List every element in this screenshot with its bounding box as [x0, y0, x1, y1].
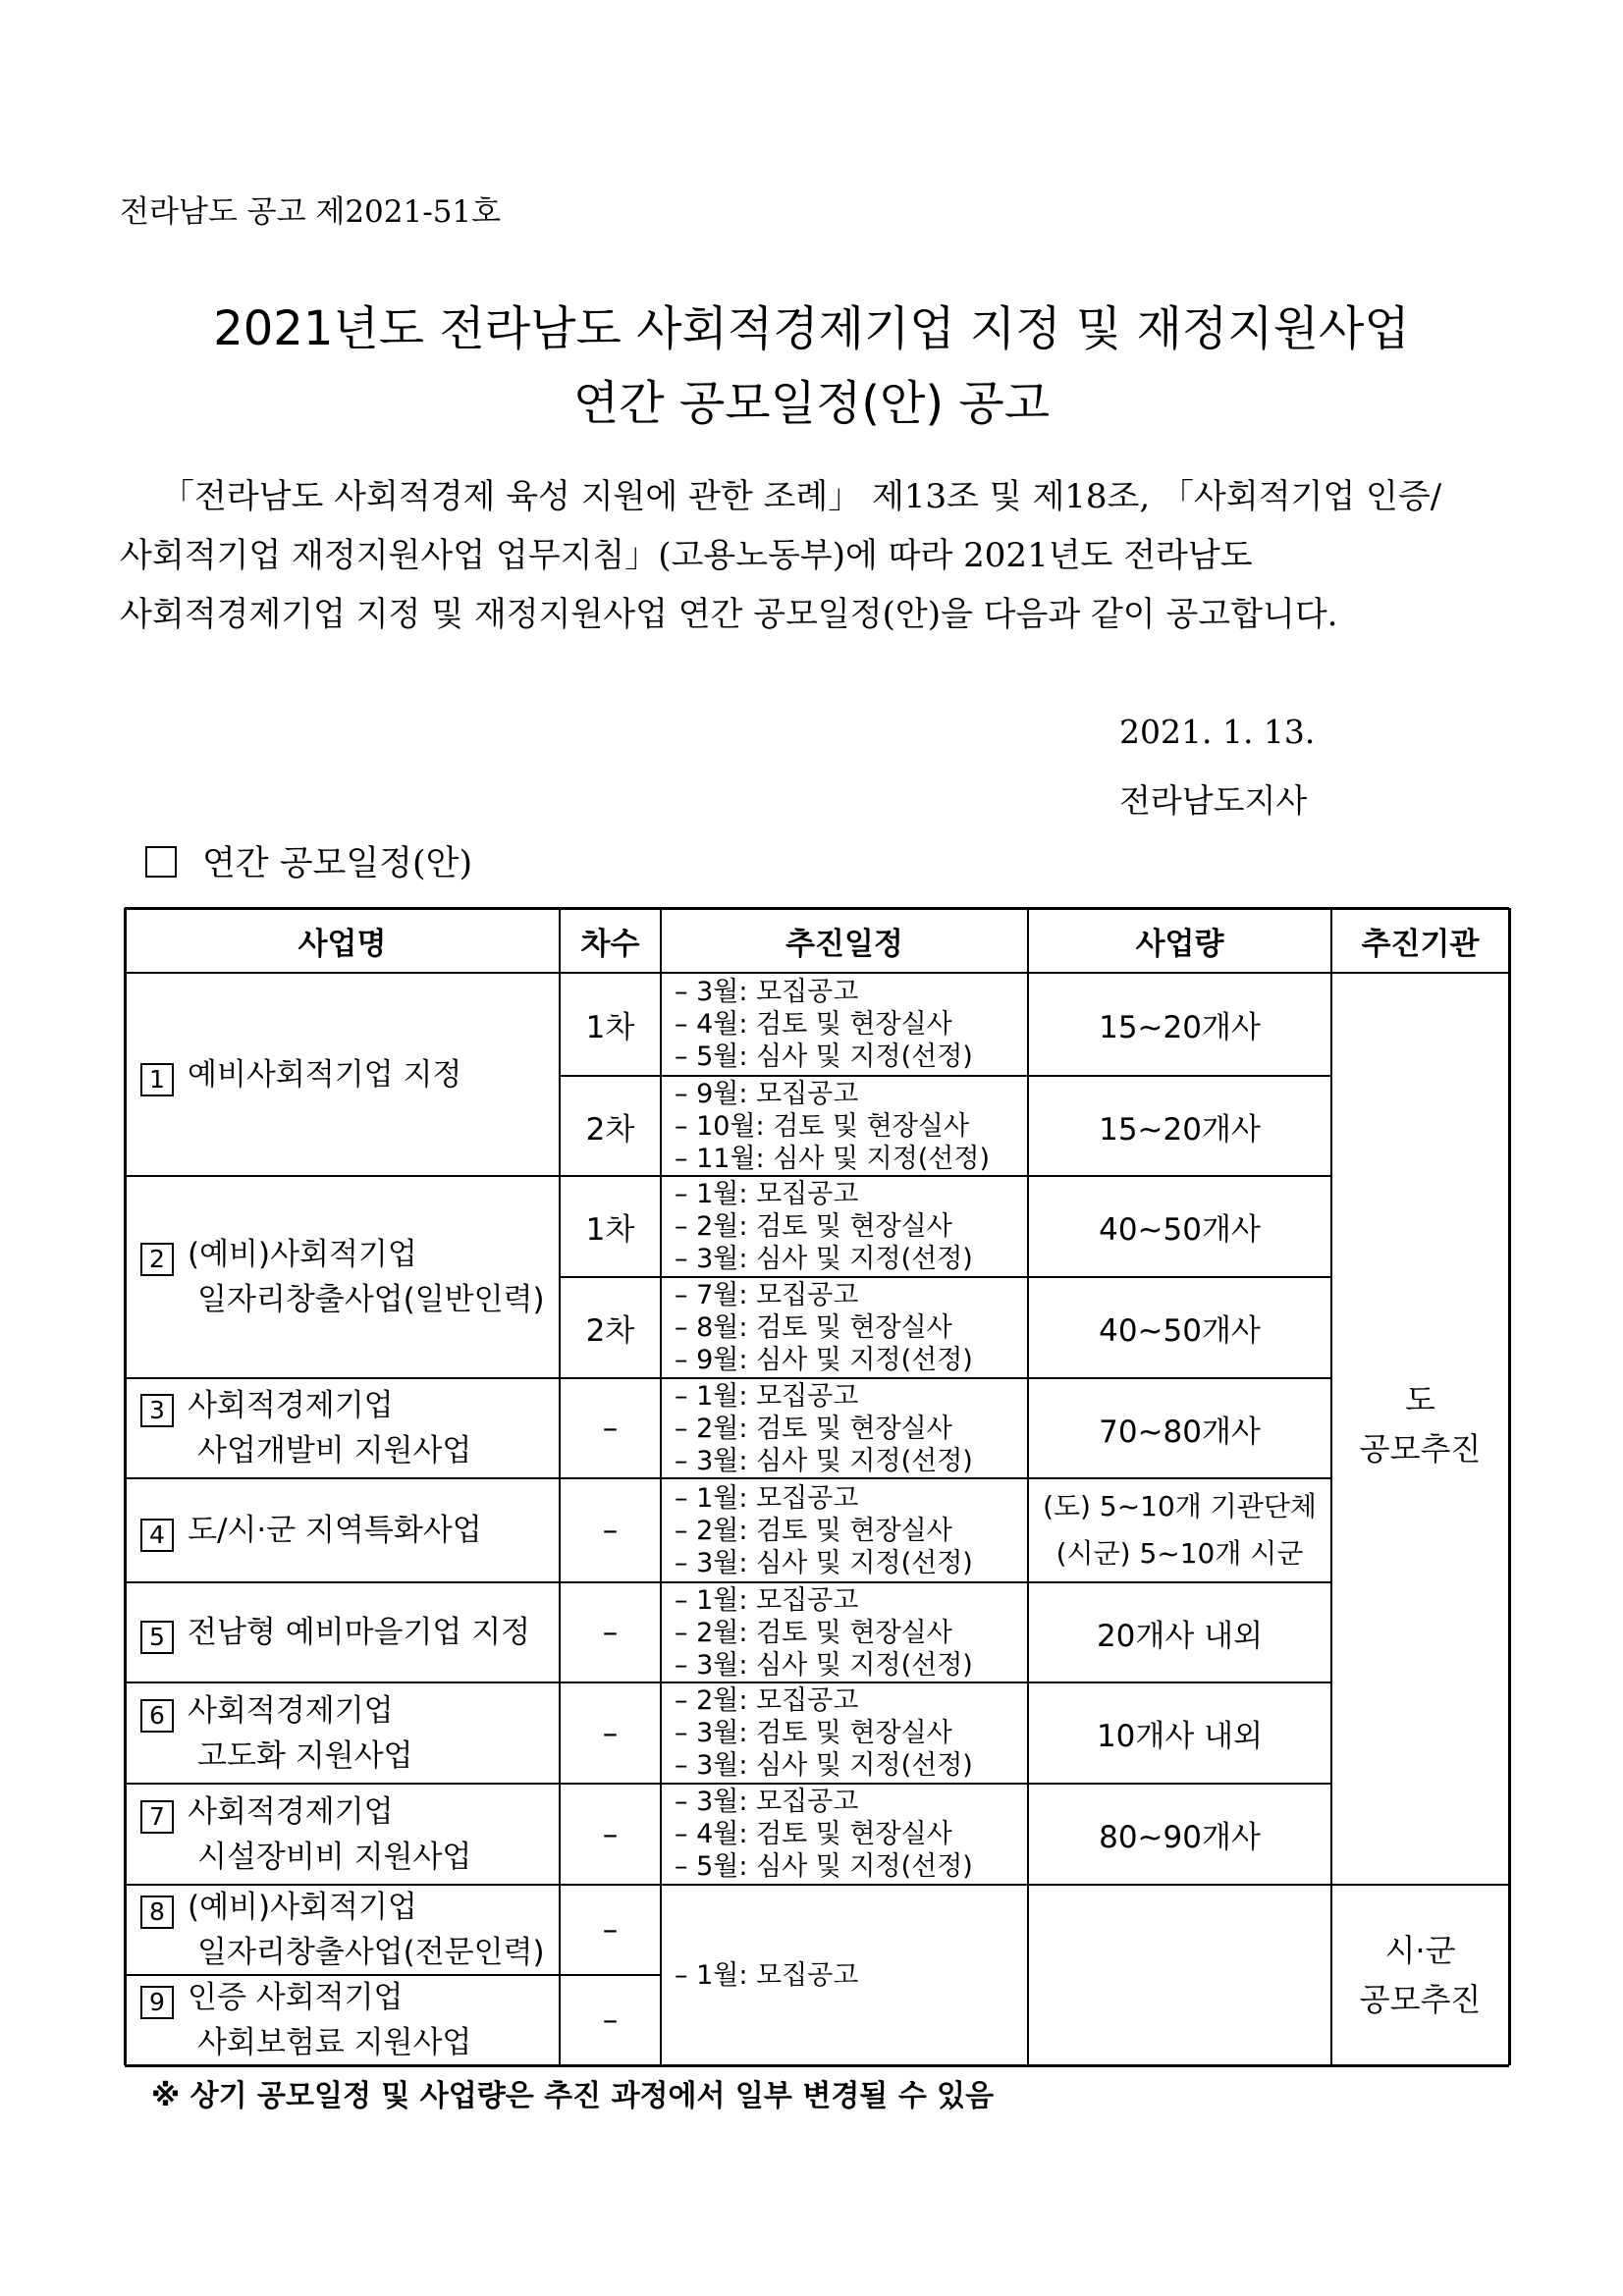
- round-cell: –: [602, 1615, 619, 1650]
- schedule-line: – 3월: 모집공고: [675, 977, 859, 1007]
- agency-line: 도: [1405, 1380, 1435, 1418]
- schedule-line: – 5월: 심사 및 지정(선정): [675, 1041, 973, 1072]
- header-quantity: 사업량: [1135, 926, 1224, 962]
- program-name-text: 사회적경제기업: [188, 1692, 394, 1729]
- program-number-badge: 4: [140, 1519, 174, 1552]
- schedule-cell: [661, 1582, 1028, 1682]
- program-name-line: [140, 1610, 560, 1655]
- schedule-cell: [661, 1885, 1028, 2065]
- program-name-cell: [125, 1885, 560, 1975]
- program-name-cell: [125, 1478, 560, 1582]
- program-name-line: [140, 1508, 560, 1553]
- schedule-line: – 4월: 검토 및 현장실사: [675, 1009, 952, 1040]
- quantity-cell: 70~80개사: [1099, 1414, 1261, 1450]
- program-name-line: [140, 1885, 560, 1930]
- schedule-line: – 2월: 검토 및 현장실사: [675, 1211, 952, 1242]
- schedule-line: – 5월: 심사 및 지정(선정): [675, 1851, 973, 1882]
- schedule-line: – 9월: 심사 및 지정(선정): [675, 1345, 973, 1375]
- schedule-line: – 1월: 모집공고: [675, 1380, 859, 1412]
- schedule-line: – 3월: 심사 및 지정(선정): [675, 1649, 973, 1681]
- intro-line-1: 「전라남도 사회적경제 육성 지원에 관한 조례」 제13조 및 제18조, 「사회적기업 인증/: [161, 477, 1442, 516]
- program-name-cell: [125, 1975, 560, 2065]
- schedule-line: – 1월: 모집공고: [675, 1584, 859, 1616]
- program-name-line: [140, 1232, 560, 1277]
- program-name-text: (예비)사회적기업: [188, 1237, 417, 1272]
- program-name-text: 도/시·군 지역특화사업: [188, 1513, 482, 1548]
- schedule-line: – 1월: 모집공고: [675, 1179, 859, 1209]
- quantity-cell: 40~50개사: [1099, 1212, 1261, 1248]
- footnote: ※ 상기 공모일정 및 사업량은 추진 과정에서 일부 변경될 수 있음: [151, 2079, 995, 2113]
- schedule-cell: [661, 1277, 1028, 1378]
- schedule-line: – 7월: 모집공고: [675, 1280, 859, 1310]
- schedule-line: – 8월: 검토 및 현장실사: [675, 1312, 952, 1343]
- schedule-line: – 2월: 검토 및 현장실사: [675, 1617, 952, 1648]
- program-name-line: [140, 1975, 560, 2020]
- schedule-cell: [661, 1176, 1028, 1277]
- round-cell: –: [602, 2002, 619, 2038]
- header-program-name: 사업명: [298, 926, 387, 962]
- schedule-line: – 2월: 검토 및 현장실사: [675, 1413, 952, 1444]
- program-name-line: 사회보험료 지원사업: [197, 2025, 472, 2060]
- section-heading: [145, 836, 472, 885]
- quantity-cell: 10개사 내외: [1096, 1719, 1264, 1754]
- schedule-line: – 1월: 모집공고: [675, 1959, 859, 1991]
- schedule-line: – 9월: 모집공고: [675, 1078, 859, 1109]
- agency-line: 공모추진: [1359, 1981, 1482, 2018]
- schedule-cell: [661, 1378, 1028, 1478]
- program-number-badge: 1: [140, 1063, 174, 1096]
- program-name-line: 사업개발비 지원사업: [197, 1433, 472, 1468]
- schedule-cell: [661, 1784, 1028, 1885]
- round-cell: –: [602, 1411, 619, 1446]
- program-name-cell: [125, 1176, 560, 1378]
- intro-line-3: 사회적경제기업 지정 및 재정지원사업 연간 공모일정(안)을 다음과 같이 공고합니다.: [120, 595, 1338, 634]
- program-name-cell: [125, 1682, 560, 1784]
- program-name-line: [140, 1688, 560, 1734]
- program-name-text: (예비)사회적기업: [188, 1890, 417, 1925]
- program-name-line: 고도화 지원사업: [197, 1737, 413, 1774]
- issuer: 전라남도지사: [1119, 781, 1308, 820]
- schedule-line: – 3월: 심사 및 지정(선정): [675, 1750, 973, 1781]
- schedule-line: – 2월: 검토 및 현장실사: [675, 1515, 952, 1546]
- quantity-cell: 20개사 내외: [1096, 1618, 1264, 1654]
- quantity-cell: 80~90개사: [1099, 1820, 1261, 1855]
- program-name-cell: [125, 1784, 560, 1885]
- quantity-line: (시군) 5~10개 시군: [1055, 1537, 1304, 1570]
- program-name-line: 시설장비비 지원사업: [197, 1839, 472, 1875]
- schedule-line: – 3월: 심사 및 지정(선정): [675, 1244, 973, 1274]
- round-cell: –: [602, 1715, 619, 1751]
- quantity-cell: 15~20개사: [1099, 1111, 1261, 1148]
- schedule-line: – 1월: 모집공고: [675, 1482, 859, 1514]
- schedule-line: – 11월: 심사 및 지정(선정): [675, 1143, 991, 1174]
- program-name-line: [140, 1383, 560, 1428]
- program-name-text: 인증 사회적기업: [188, 1980, 404, 2015]
- intro-line-2: 사회적기업 재정지원사업 업무지침」(고용노동부)에 따라 2021년도 전라남도: [120, 536, 1253, 575]
- schedule-line: – 2월: 모집공고: [675, 1685, 859, 1716]
- schedule-cell: [661, 1682, 1028, 1784]
- program-number-badge: 3: [140, 1394, 174, 1427]
- quantity-cell: 40~50개사: [1099, 1313, 1261, 1349]
- program-name-cell: [125, 1582, 560, 1682]
- agency-line: 시·군: [1384, 1932, 1456, 1969]
- program-name-cell: [125, 1378, 560, 1478]
- schedule-line: – 10월: 검토 및 현장실사: [675, 1110, 969, 1142]
- document-title-line-2: 연간 공모일정(안) 공고: [572, 376, 1051, 431]
- program-number-badge: 7: [140, 1800, 174, 1834]
- program-number-badge: 6: [140, 1699, 174, 1733]
- quantity-cell-empty: [1028, 1885, 1331, 2065]
- notice-date: 2021. 1. 13.: [1119, 713, 1316, 751]
- schedule-line: – 3월: 검토 및 현장실사: [675, 1718, 952, 1748]
- round-cell: 2차: [585, 1111, 635, 1148]
- schedule-line: – 4월: 검토 및 현장실사: [675, 1819, 952, 1849]
- schedule-line: – 3월: 모집공고: [675, 1787, 859, 1817]
- program-number-badge: 5: [140, 1621, 174, 1654]
- schedule-cell: [661, 973, 1028, 1076]
- program-name-line: 일자리창출사업(일반인력): [197, 1282, 545, 1317]
- quantity-line: (도) 5~10개 기관단체: [1043, 1490, 1317, 1522]
- program-name-line: 일자리창출사업(전문인력): [197, 1935, 545, 1970]
- program-name-text: 사회적경제기업: [188, 1793, 394, 1830]
- schedule-line: – 3월: 심사 및 지정(선정): [675, 1547, 973, 1578]
- header-agency: 추진기관: [1361, 926, 1480, 962]
- program-name-line: [140, 1052, 560, 1097]
- notice-number: 전라남도 공고 제2021-51호: [120, 194, 502, 230]
- schedule-line: – 3월: 심사 및 지정(선정): [675, 1445, 973, 1476]
- agency-line: 공모추진: [1359, 1429, 1482, 1468]
- agency-cell-province: [1331, 973, 1509, 1885]
- round-cell: –: [602, 1513, 619, 1548]
- round-cell: 2차: [585, 1313, 635, 1349]
- document-title-line-1: 2021년도 전라남도 사회적경제기업 지정 및 재정지원사업: [213, 301, 1410, 356]
- quantity-cell: 15~20개사: [1099, 1010, 1261, 1045]
- program-name-text: 전남형 예비마을기업 지정: [188, 1615, 531, 1650]
- header-schedule: 추진일정: [785, 926, 903, 962]
- program-name-cell: [125, 973, 560, 1176]
- program-name-line: [140, 1789, 560, 1835]
- program-name-text: 사회적경제기업: [188, 1388, 394, 1423]
- program-number-badge: 2: [140, 1243, 174, 1276]
- round-cell: –: [602, 1912, 619, 1948]
- schedule-cell: [661, 1478, 1028, 1582]
- header-round: 차수: [580, 926, 640, 962]
- checkbox-square-icon: [145, 846, 177, 878]
- round-cell: –: [602, 1816, 619, 1852]
- schedule-cell: [661, 1076, 1028, 1176]
- program-number-badge: 8: [140, 1896, 174, 1929]
- quantity-cell: [1028, 1478, 1331, 1582]
- program-name-text: 예비사회적기업 지정: [188, 1056, 462, 1093]
- section-heading-text: 연간 공모일정(안): [202, 844, 473, 883]
- round-cell: 1차: [585, 1010, 635, 1045]
- program-number-badge: 9: [140, 1986, 174, 2019]
- agency-cell-city: [1331, 1885, 1509, 2065]
- round-cell: 1차: [585, 1212, 635, 1248]
